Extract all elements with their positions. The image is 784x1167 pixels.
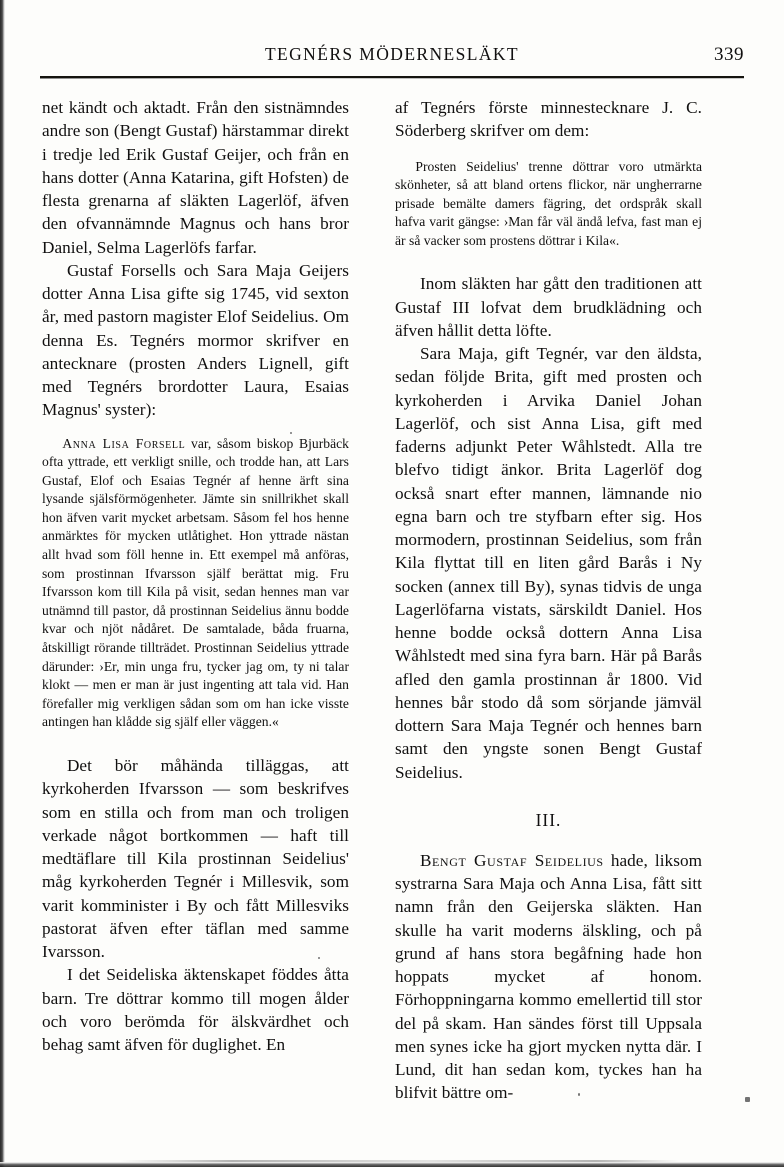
- paragraph: net kändt och aktadt. Från den sistnämndes andre son (Bengt Gustaf) härstammar direkt i tredje led Erik Gustaf Geijer, och från en hans dotter (Anna Katarina, gift Hofsten) de flesta grenarna af släkten Lagerlöf, äfven den ofvannämnde Magnus och hans bror Daniel, Selma Lagerlöfs farfar.: [42, 98, 349, 257]
- paragraph: Gustaf Forsells och Sara Maja Geijers dotter Anna Lisa gifte sig 1745, vid sexton år, med pastorn magister Elof Seidelius. Om denna Es. Tegnérs mormor skrifver en antecknare (prosten Anders Lignell, gift med Tegnérs brordotter Laura, Esaias Magnus' syster):: [42, 260, 349, 420]
- paragraph: Inom släkten har gått den traditionen att Gustaf III lofvat dem brudklädning och äfven hållit detta löfte.: [395, 274, 702, 340]
- paragraph-spacer: [42, 732, 349, 754]
- quotation-text: var, såsom biskop Bjurbäck ofta yttrade, ett verkligt snille, och trodde han, att Lars Gustaf, Elof och Esaias Tegnér af henne ärft sina lysande själsförmögenheter. Jämte sin snillrikhet skall hon äfven varit mycket arbetsam. Såsom fel hos henne anmärktes för mycken utlåtighet. Hon yttrade nästan allt hvad som föll henne in. Ett exempel må anföras, som prostinnan Ifvarsson själf berättat mig. Fru Ifvarsson kom till Kila på visit, sedan hennes man var utnämnd till pastor, då prostinnan Seidelius ännu bodde kvar och njöt nådåret. De samtalade, båda fruarna, åtskilligt rörande tillträdet. Prostinnan Seidelius yttrade därunder: ›Er, min unga fru, tycker jag om, ty ni talar klokt — men er man är just ingenting att tala vid. Han förefaller mig verkligen sådan som om han icke visste antingen han klådde sig själf eller väggen.«: [42, 435, 349, 730]
- quotation-block: [42, 435, 349, 733]
- page-edge-smudge-bottom: [120, 1160, 680, 1162]
- page-number: 339: [714, 44, 744, 65]
- running-head: [40, 44, 744, 74]
- small-caps-name: Bengt Gustaf Seidelius: [419, 850, 604, 870]
- quotation-paragraph: [42, 435, 349, 733]
- text-column-left: [42, 96, 349, 1056]
- page-edge-shadow-left: [0, 0, 5, 1167]
- paragraph: Det bör måhända tilläggas, att kyrkoherden Ifvarsson — som beskrifves som en stilla och from man och troligen verkade något bortkommen — haft till medtäflare till Kila prostinnan Seidelius' måg kyrkoherden Tegnér i Millesvik, som varit komminister i By och fått Millesviks pastorat äfven efter täflan med samme Ivarsson.: [42, 756, 349, 961]
- paragraph: Sara Maja, gift Tegnér, var den äldsta, sedan följde Brita, gift med prosten och kyrkoherden i Arvika Daniel Johan Lagerlöf, och sist Anna Lisa, gift med faderns adjunkt Peter Wåhlstedt. Alla tre blefvo tidigt änkor. Brita Lagerlöf dog också snart efter mannen, lämnande nio egna barn och tre styfbarn efter sig. Hos mormodern, prostinnan Seidelius, som från Kila flyttat till en liten gård Barås i Ny socken (annex till By), synas tidvis de unga Lagerlöfarna vistats, särskildt Daniel. Hos henne bodde också dottern Anna Lisa Wåhlstedt med sina fyra barn. Här på Barås afled den gamla prostinnan år 1800. Vid hennes bår stodo då som sörjande jämväl dottern Sara Maja Tegnér och hennes barn samt den yngste sonen Bengt Gustaf Seidelius.: [395, 344, 702, 782]
- small-caps-name: Anna Lisa Forsell: [62, 435, 186, 451]
- running-head-title: TEGNÉRS MÖDERNESLÄKT: [264, 44, 520, 64]
- quotation-block: [395, 158, 702, 251]
- header-rule: [40, 76, 744, 78]
- paragraph-spacer: [395, 250, 702, 272]
- paragraph-text: hade, liksom systrarna Sara Maja och Anna Lisa, fått sitt namn från den Geijerska släkten. Han skulle ha varit moderns älskling, och på grund af hans stora begåfning hade hon hoppats mycket af honom. Förhoppningarna kommo emellertid till stor del på skam. Han sändes först till Uppsala men synes icke ha gjort mycken nytta där. I Lund, dit han sedan kom, tyckes han ha blifvit bättre om-: [395, 850, 703, 1103]
- paragraph: af Tegnérs förste minnestecknare J. C. Söderberg skrifver om dem:: [395, 98, 702, 141]
- scan-speck: [745, 1097, 750, 1102]
- section-number-heading: III.: [535, 809, 562, 830]
- text-column-right: [395, 96, 702, 1105]
- paragraph: [395, 849, 702, 1105]
- paragraph: I det Seideliska äktenskapet föddes åtta barn. Tre döttrar kommo till mogen ålder och voro berömda för älskvärdhet och behag samt äfven för duglighet. En: [42, 965, 349, 1054]
- page-edge-shadow-bottom: [0, 1162, 784, 1167]
- quotation-paragraph: Prosten Seidelius' trenne döttrar voro utmärkta skönheter, så att bland ortens flickor, när ungherrarne prisade bemälte damers fägring, det ordspråk skall hafva varit gängse: ›Man får väl ändå lefva, fast man ej är så vacker som prostens döttrar i Kila«.: [395, 158, 702, 248]
